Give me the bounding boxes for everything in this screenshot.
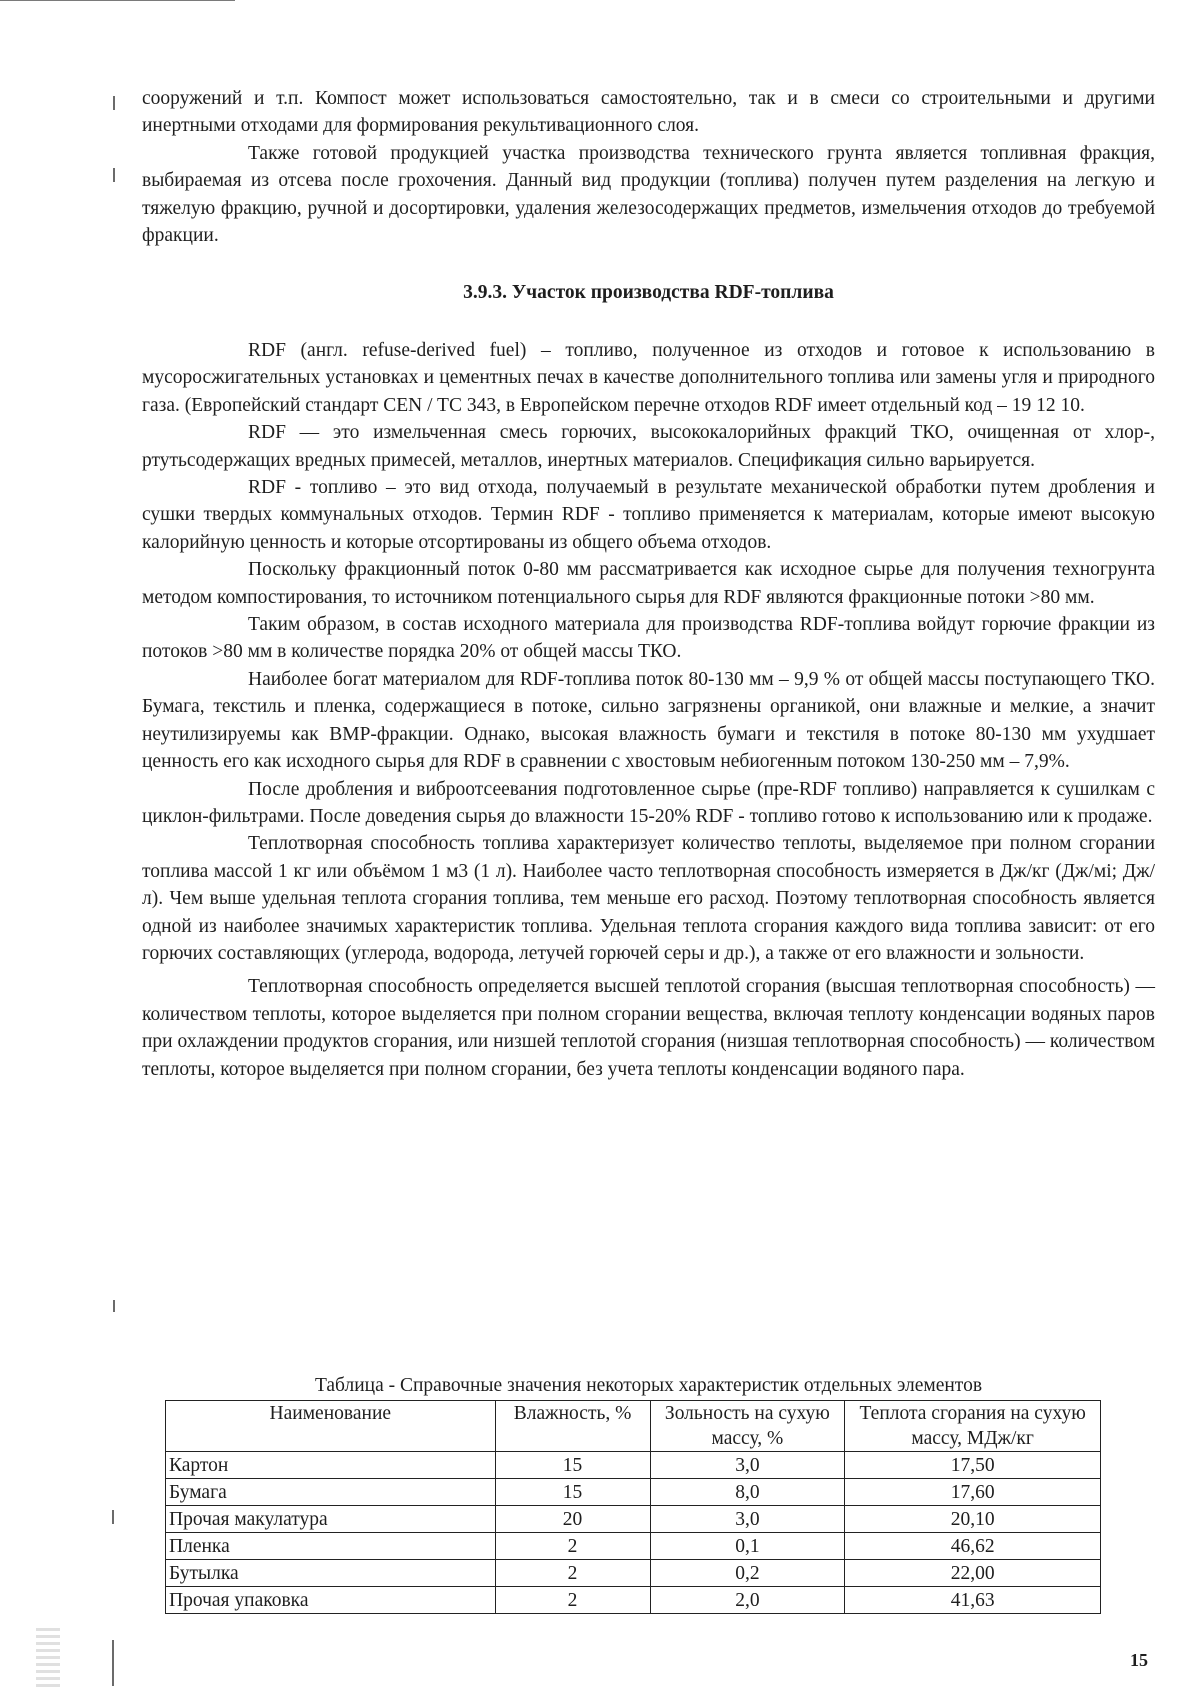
- paragraph: Наиболее богат материалом для RDF-топлива поток 80-130 мм – 9,9 % от общей массы поступающего ТКО. Бумага, текстиль и пленка, содержащиеся в потоке, сильно загрязнены органикой, они влажные и мелкие, а значит неутилизируемы как ВМР-фракции. Однако, высокая влажность бумаги и текстиля в потоке 80-130 мм ухудшает ценность его как исходного сырья для RDF в сравнении с хвостовым небиогенным потоком 130-250 мм – 7,9%.: [142, 668, 1155, 773]
- table-header-row: [166, 1401, 1101, 1452]
- scan-margin-mark: [112, 1510, 114, 1524]
- table-caption: Таблица - Справочные значения некоторых характеристик отдельных элементов: [314, 1375, 983, 1396]
- paragraph: RDF - топливо – это вид отхода, получаемый в результате механической обработки путем дробления и сушки твердых коммунальных отходов. Термин RDF - топливо применяется к материалам, которые имеют высокую калорийную ценность и которые отсортированы из общего объема отходов.: [142, 477, 1155, 553]
- table-cell: 20,10: [845, 1506, 1101, 1533]
- table-cell: 2: [495, 1560, 650, 1587]
- table-cell: 15: [495, 1479, 650, 1506]
- column-header: Наименование: [166, 1401, 496, 1452]
- table-row: [166, 1560, 1101, 1587]
- table-row: [166, 1479, 1101, 1506]
- section-heading: 3.9.3. Участок производства RDF-топлива: [463, 282, 834, 303]
- intro-text: [142, 85, 1155, 249]
- table-row: [166, 1587, 1101, 1614]
- table-cell: 0,1: [650, 1533, 845, 1560]
- table-cell: Прочая макулатура: [166, 1506, 496, 1533]
- column-header: Теплота сгорания на сухую массу, МДж/кг: [845, 1401, 1101, 1452]
- paragraph: После дробления и виброотсеевания подготовленное сырье (пре-RDF топливо) направляется к сушилкам с циклон-фильтрами. После доведения сырья до влажности 15-20% RDF - топливо готово к использованию или к продаже.: [142, 778, 1155, 827]
- table-cell: 15: [495, 1452, 650, 1479]
- table-cell: Бутылка: [166, 1560, 496, 1587]
- table-row: [166, 1452, 1101, 1479]
- scan-edge-line: [0, 0, 235, 1]
- reference-table: [165, 1400, 1101, 1614]
- paragraph: сооружений и т.п. Компост может использоваться самостоятельно, так и в смеси со строительными и другими инертными отходами для формирования рекультивационного слоя.: [142, 88, 1155, 137]
- page-number: 15: [1130, 1650, 1148, 1670]
- table-cell: Пленка: [166, 1533, 496, 1560]
- paragraph: Таким образом, в состав исходного материала для производства RDF-топлива войдут горючие фракции из потоков >80 мм в количестве порядка 20% от общей массы ТКО.: [142, 614, 1155, 663]
- table-cell: 20: [495, 1506, 650, 1533]
- table-cell: 8,0: [650, 1479, 845, 1506]
- paragraph: Также готовой продукцией участка производства технического грунта является топливная фракция, выбираемая из отсева после грохочения. Данный вид продукции (топлива) получен путем разделения на легкую и тяжелую фракцию, ручной и досортировки, удаления железосодержащих предметов, измельчения отходов до требуемой фракции.: [142, 142, 1155, 247]
- scan-margin-mark: [113, 168, 115, 182]
- table-row: [166, 1506, 1101, 1533]
- table-cell: 41,63: [845, 1587, 1101, 1614]
- table-cell: 2: [495, 1533, 650, 1560]
- table-cell: 2,0: [650, 1587, 845, 1614]
- paragraph: Поскольку фракционный поток 0-80 мм рассматривается как исходное сырье для получения техногрунта методом компостирования, то источником потенциального сырья для RDF являются фракционные потоки >80 мм.: [142, 559, 1155, 608]
- table-cell: 46,62: [845, 1533, 1101, 1560]
- paragraph: RDF — это измельченная смесь горючих, высококалорийных фракций ТКО, очищенная от хлор-, ртутьсодержащих вредных примесей, металлов, инертных материалов. Спецификация сильно варьируется.: [142, 422, 1155, 471]
- table-cell: 0,2: [650, 1560, 845, 1587]
- table-cell: 3,0: [650, 1506, 845, 1533]
- paragraph: Теплотворная способность определяется высшей теплотой сгорания (высшая теплотворная способность) — количеством теплоты, которое выделяется при полном сгорании вещества, включая теплоту конденсации водяных паров при охлаждении продуктов сгорания, или низшей теплотой сгорания (низшая теплотворная способность) — количеством теплоты, которое выделяется при полном сгорании, без учета теплоты конденсации водяного пара.: [142, 976, 1155, 1080]
- column-header: Влажность, %: [495, 1401, 650, 1452]
- section-body: [142, 337, 1155, 1083]
- table-cell: 17,50: [845, 1452, 1101, 1479]
- column-header: Зольность на сухую массу, %: [650, 1401, 845, 1452]
- table-cell: 2: [495, 1587, 650, 1614]
- table-cell: Прочая упаковка: [166, 1587, 496, 1614]
- table-cell: Бумага: [166, 1479, 496, 1506]
- table-cell: 22,00: [845, 1560, 1101, 1587]
- table-cell: Картон: [166, 1452, 496, 1479]
- table-cell: 3,0: [650, 1452, 845, 1479]
- paragraph: Теплотворная способность топлива характеризует количество теплоты, выделяемое при полном сгорании топлива массой 1 кг или объёмом 1 м3 (1 л). Наиболее часто теплотворная способность измеряется в Дж/кг (Дж/мі; Дж/л). Чем выше удельная теплота сгорания топлива, тем меньше его расход. Поэтому теплотворная способность является одной из наиболее значимых характеристик топлива. Удельная теплота сгорания каждого вида топлива зависит: от его горючих составляющих (углерода, водорода, летучей горючей серы и др.), а также от его влажности и зольности.: [142, 833, 1155, 964]
- paragraph: RDF (англ. refuse-derived fuel) – топливо, полученное из отходов и готовое к использованию в мусоросжигательных установках и цементных печах в качестве дополнительного топлива или замены угля и природного газа. (Европейский стандарт CEN / TC 343, в Европейском перечне отходов RDF имеет отдельный код – 19 12 10.: [142, 340, 1155, 416]
- scan-margin-mark: [113, 1300, 115, 1312]
- table-row: [166, 1533, 1101, 1560]
- table-cell: 17,60: [845, 1479, 1101, 1506]
- scan-margin-mark: [113, 96, 115, 110]
- scan-smudge: [36, 1628, 60, 1688]
- scan-margin-mark: [112, 1640, 114, 1686]
